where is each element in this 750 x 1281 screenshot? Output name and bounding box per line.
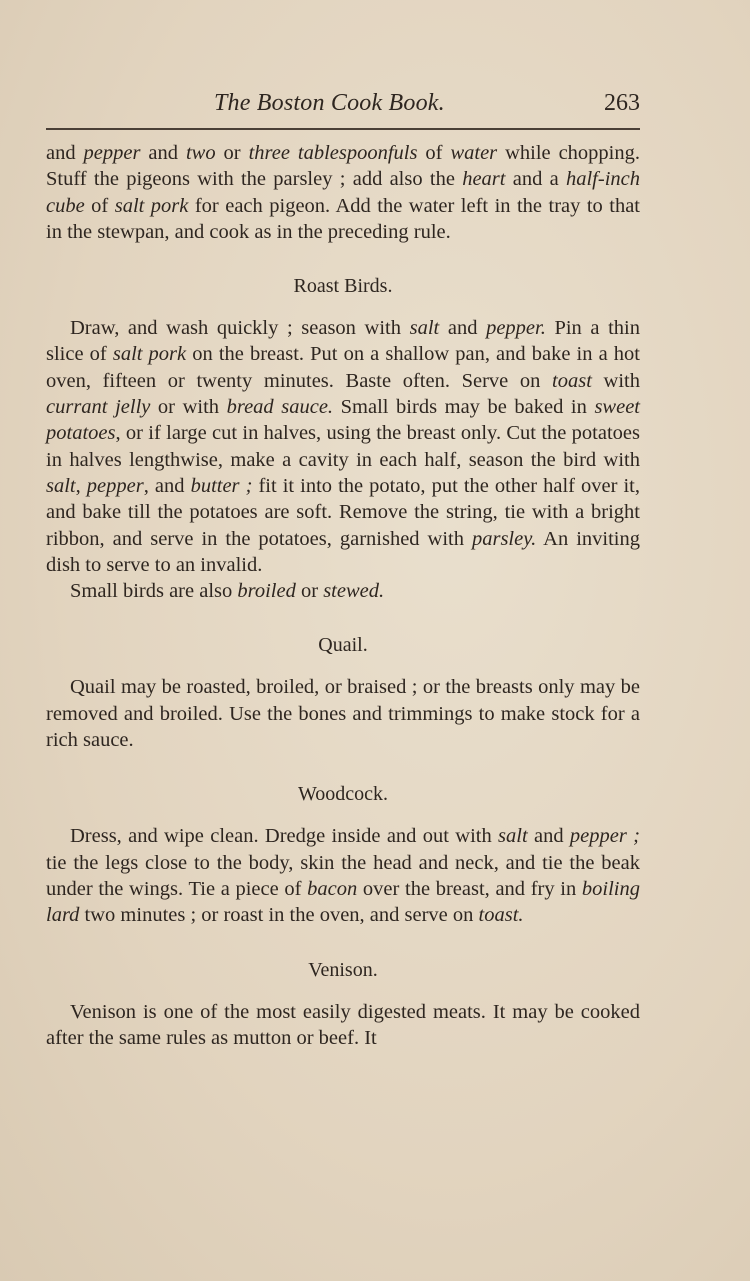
text-run: for each pigeon. Add the water left in the tray to that in the stewpan, and cook as in the preceding rule.	[46, 194, 640, 243]
text-run: , and	[143, 474, 191, 497]
italic-run: salt pork	[114, 194, 189, 217]
italic-run: currant jelly	[46, 396, 151, 419]
running-title: The Boston Cook Book.	[214, 90, 445, 116]
text-run: Quail may be roasted, broiled, or braised ; or the breasts only may be removed and broiled. Use the bones and trimmings to make stock for a rich sauce.	[46, 676, 640, 752]
running-head	[46, 88, 640, 128]
italic-run: sweet potatoes	[46, 396, 640, 445]
italic-run: salt	[498, 825, 528, 848]
text-run: Draw, and wash quickly ; season with	[70, 317, 410, 340]
text-run: and	[46, 142, 84, 164]
text-run: or with	[150, 396, 227, 419]
text-run: while chopping. Stuff the pigeons with the parsley ; add also the	[46, 142, 641, 191]
text-run: Venison is one of the most easily digested meats. It may be cooked after the same rules as mutton or beef. It	[46, 1000, 640, 1049]
section-heading: Roast Birds.	[293, 275, 393, 298]
text-run: and	[527, 825, 570, 848]
italic-run: salt	[409, 317, 440, 340]
book-page	[46, 88, 640, 1051]
italic-run: water	[450, 142, 498, 164]
italic-run: bacon	[307, 877, 358, 900]
text-run: over the breast, and fry in	[357, 877, 582, 900]
text-run: and	[140, 142, 186, 164]
italic-run: bread sauce.	[226, 396, 334, 419]
paragraph	[46, 140, 640, 245]
text-run: or	[215, 142, 249, 164]
text-run: Small birds may be baked in	[333, 396, 595, 419]
section-heading: Woodcock.	[297, 783, 389, 806]
text-run: and a	[505, 168, 566, 191]
section-heading: Venison.	[308, 958, 378, 981]
italic-run: heart	[462, 168, 506, 191]
paragraph	[46, 578, 640, 604]
text-run: two minutes ; or roast in the oven, and serve on	[79, 904, 479, 927]
italic-run: three tablespoonfuls	[248, 142, 418, 164]
italic-run: pepper.	[486, 317, 546, 340]
italic-run: salt	[46, 474, 76, 497]
section-heading: Quail.	[318, 634, 368, 657]
italic-run: stewed.	[323, 580, 385, 603]
header-rule	[46, 128, 640, 130]
text-run: and	[439, 317, 487, 340]
italic-run: pepper	[86, 474, 144, 497]
paragraph	[46, 315, 640, 578]
paragraph	[46, 999, 640, 1052]
text-run: tie the legs close to the body, skin the head and neck, and tie the beak under the wings. Tie a piece of	[46, 851, 640, 900]
text-run: , or if large cut in halves, using the breast only. Cut the potatoes in halves lengthwise, make a cavity in each half, season the bird with	[46, 422, 640, 471]
italic-run: salt pork	[112, 343, 187, 366]
italic-run: half-inch cube	[46, 168, 640, 217]
text-run: or	[295, 580, 324, 603]
text-run: on the breast. Put on a shallow pan, and bake in a hot oven, fifteen or twenty minutes. Baste often. Serve on	[46, 343, 640, 392]
text-run: Small birds are also	[70, 580, 238, 603]
italic-run: broiled	[237, 580, 296, 603]
italic-run: boiling lard	[46, 877, 640, 927]
text-run: with	[591, 369, 641, 392]
italic-run: butter ;	[190, 474, 253, 497]
text-run: ,	[75, 474, 87, 497]
text-run: fit it into the potato, put the other half over it, and bake till the potatoes are soft. Remove the string, tie with a bright ribbon, and serve in the potatoes, garnished with	[46, 474, 640, 550]
paragraph	[46, 674, 640, 753]
page-number: 263	[604, 90, 640, 116]
text-run: An inviting dish to serve to an invalid.	[46, 527, 640, 576]
body-text	[46, 140, 640, 1051]
italic-run: toast	[552, 369, 592, 392]
italic-run: two	[185, 142, 216, 164]
text-run: of	[417, 142, 451, 164]
italic-run: pepper	[83, 142, 141, 164]
italic-run: parsley.	[471, 527, 537, 550]
text-run: Pin a thin slice of	[46, 317, 641, 366]
text-run: Dress, and wipe clean. Dredge inside and out with	[70, 825, 499, 848]
italic-run: toast.	[478, 904, 524, 927]
paragraph	[46, 823, 640, 928]
italic-run: pepper ;	[569, 825, 640, 848]
text-run: of	[84, 194, 115, 217]
